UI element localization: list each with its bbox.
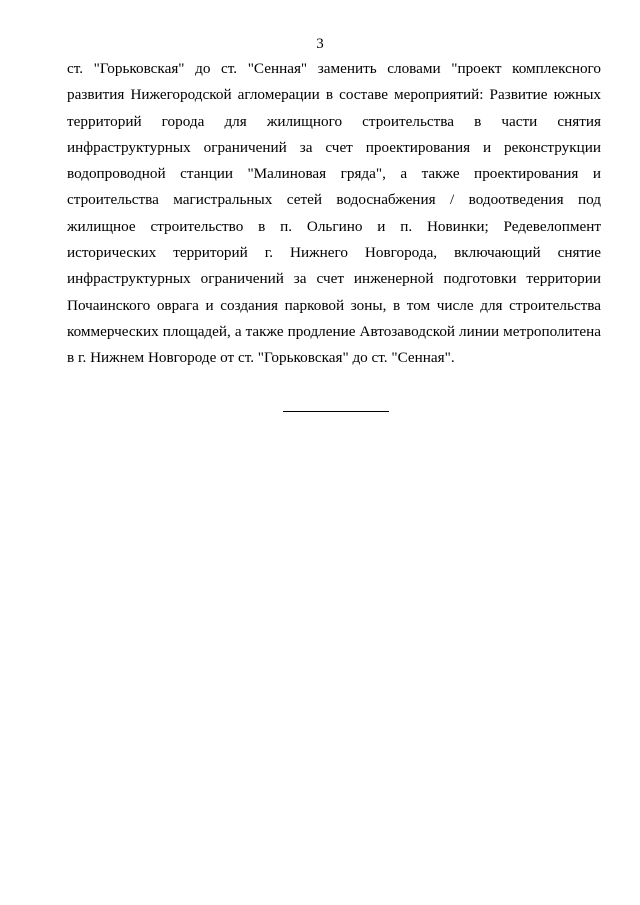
page-number: 3 <box>316 36 324 52</box>
end-divider-line <box>283 411 389 412</box>
body-paragraph: ст. "Горьковская" до ст. "Сенная" заменить словами "проект комплексного развития Нижегородской агломерации в составе мероприятий: Развитие южных территорий города для жилищного строительства в части снятия инфраструктурных ограничений за счет проектирования и реконструкции водопроводной станции "Малиновая гряда", а также проектирования и строительства магистральных сетей водоснабжения / водоотведения под жилищное строительство в п. Ольгино и п. Новинки; Редевелопмент исторических территорий г. Нижнего Новгорода, включающий снятие инфраструктурных ограничений за счет инженерной подготовки территории Почаинского оврага и создания парковой зоны, в том числе для строительства коммерческих площадей, а также продление Автозаводской линии метрополитена в г. Нижнем Новгороде от ст. "Горьковская" до ст. "Сенная". <box>67 60 601 367</box>
